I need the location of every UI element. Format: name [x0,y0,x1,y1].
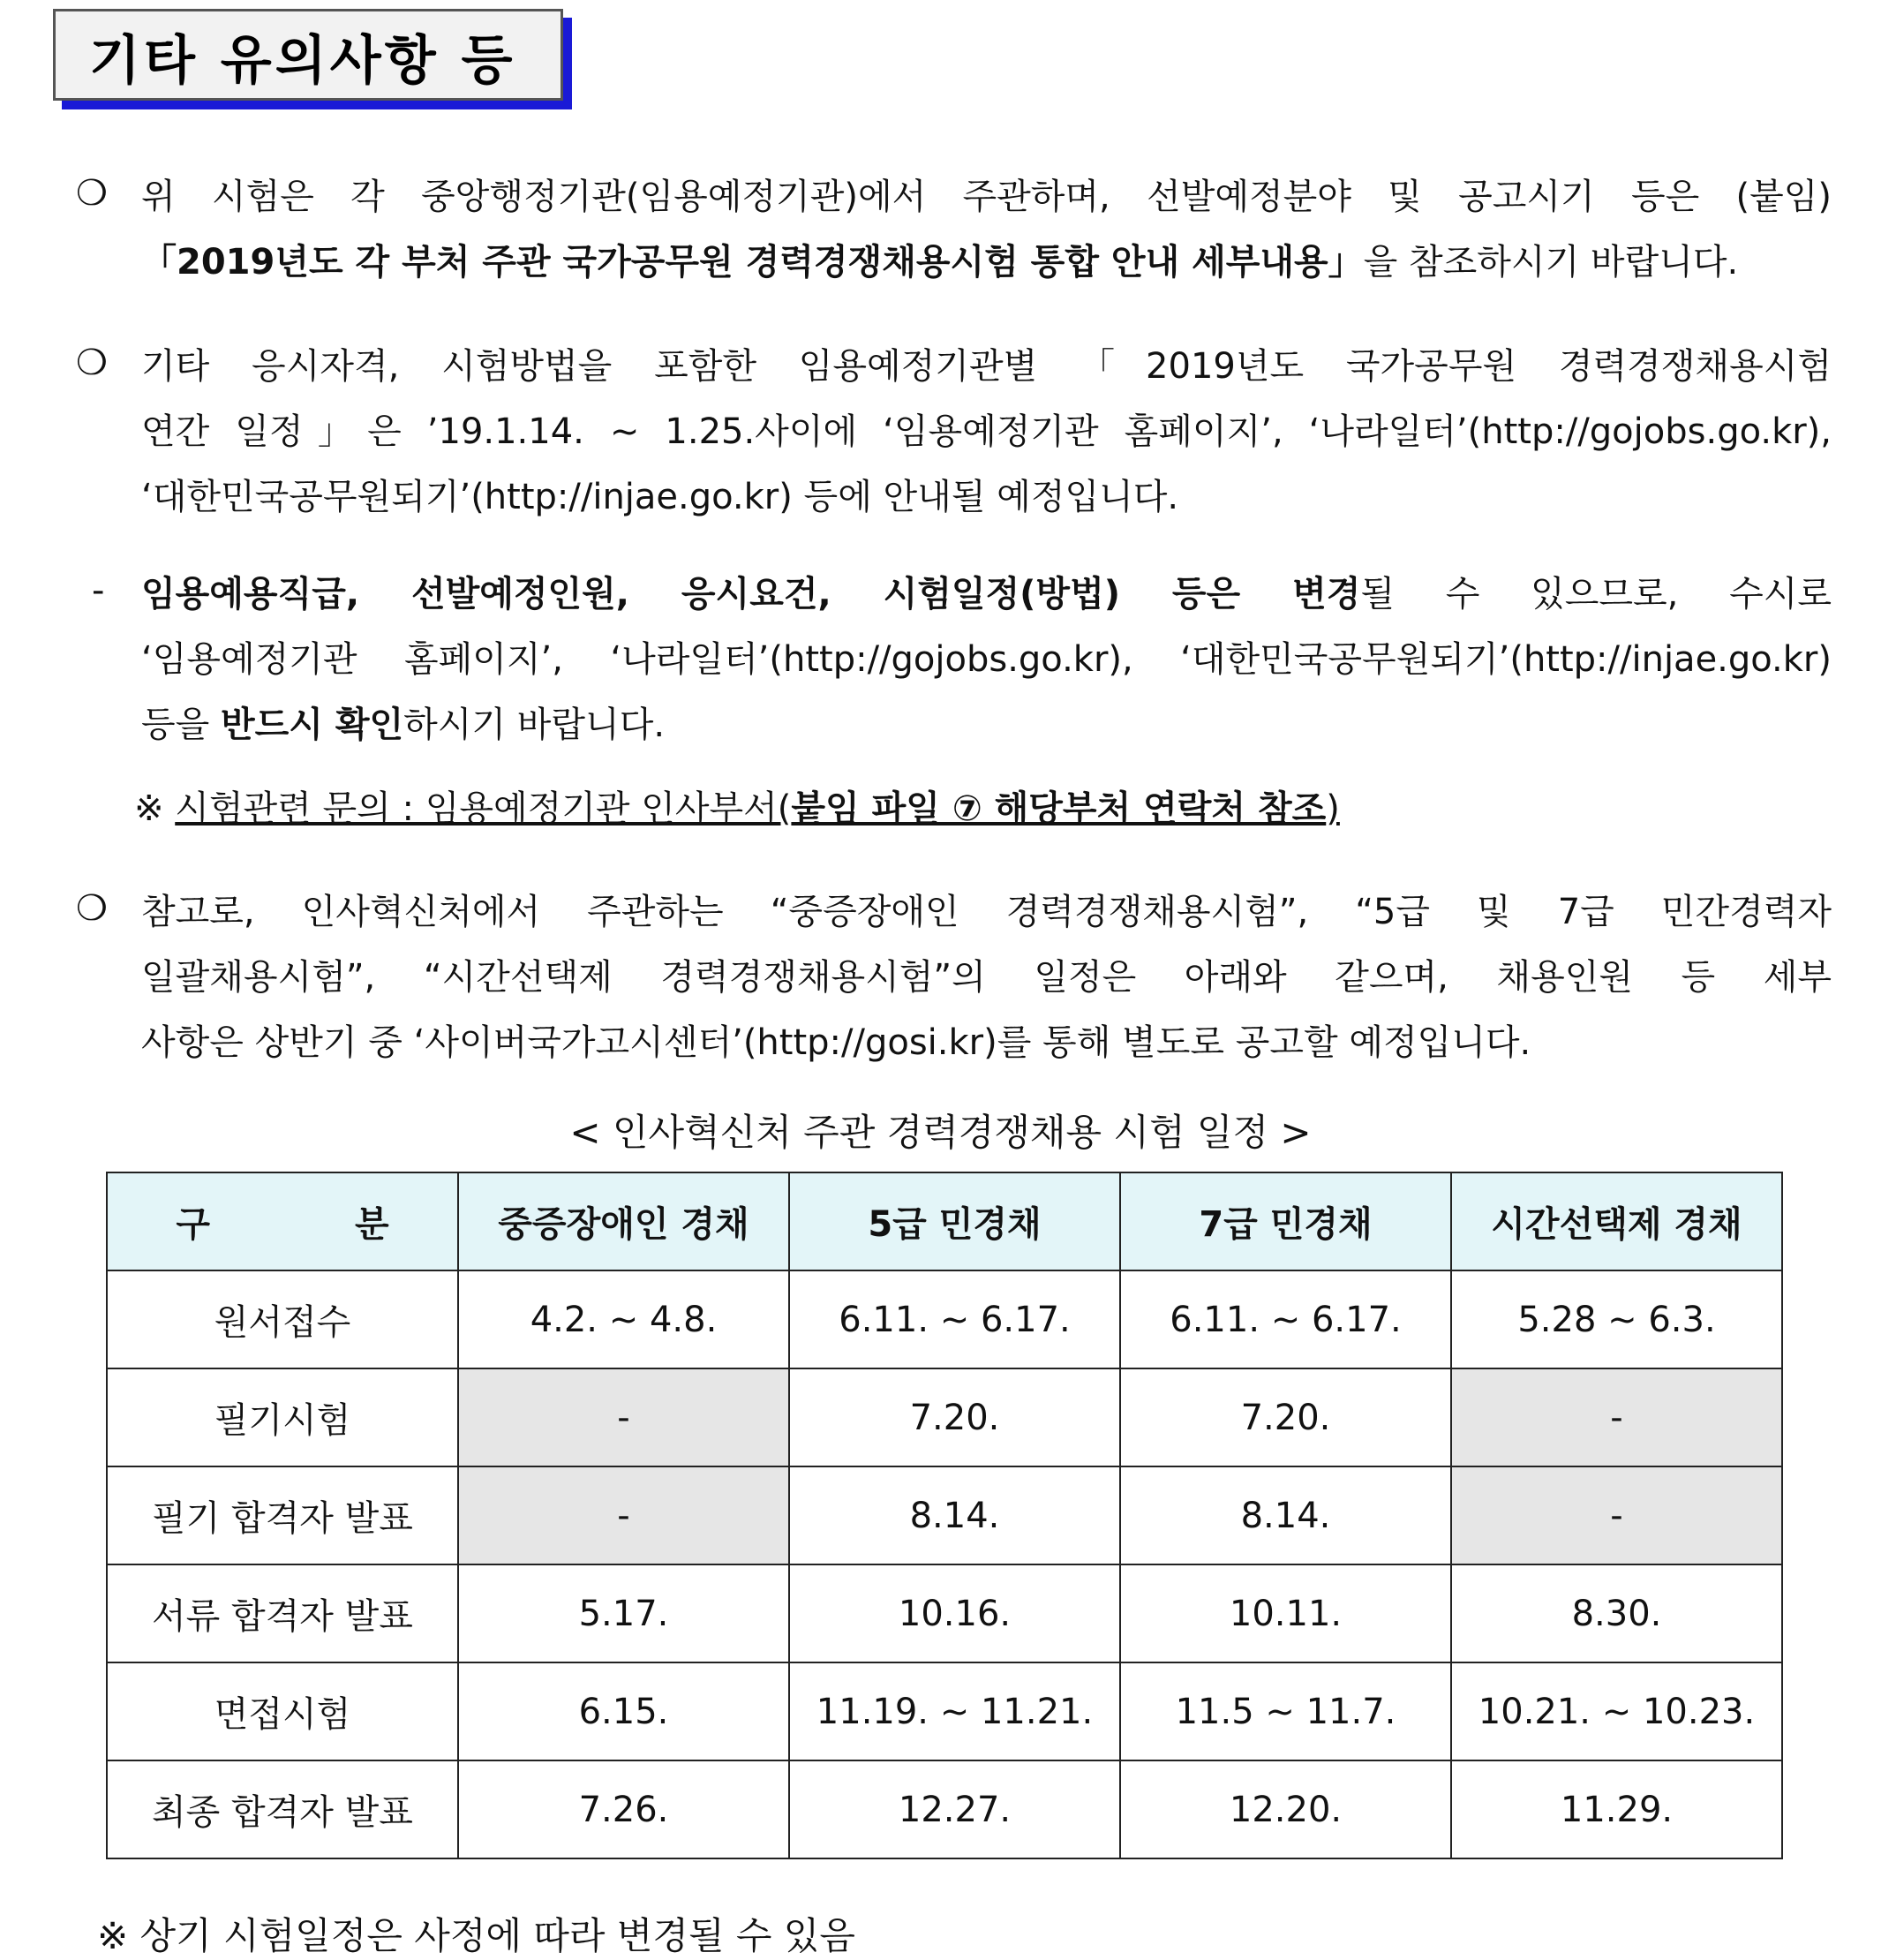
header-parttime: 시간선택제 경채 [1451,1172,1782,1270]
paragraph-1-line-2 [141,230,1832,295]
row-label: 필기 합격자 발표 [107,1466,458,1564]
table-cell: 12.27. [789,1760,1120,1858]
table-cell: 10.21. ~ 10.23. [1451,1662,1782,1760]
paragraph-2-line-3: ‘대한민국공무원되기’(http://injae.go.kr) 등에 안내될 예정입니다. [141,477,1179,517]
schedule-footnote: ※ 상기 시험일정은 사정에 따라 변경될 수 있음 [97,1914,855,1957]
table-cell: 7.20. [1120,1368,1451,1466]
table-cell: 11.29. [1451,1760,1782,1858]
table-cell: 6.11. ~ 6.17. [1120,1270,1451,1368]
header-disabled: 중증장애인 경채 [458,1172,789,1270]
row-label: 최종 합격자 발표 [107,1760,458,1858]
table-cell: 4.2. ~ 4.8. [458,1270,789,1368]
paragraph-2-line-1: 기타 응시자격, 시험방법을 포함한 임용예정기관별 「2019년도 국가공무원 경력경쟁채용시험 [141,346,1832,387]
bullet-icon: ❍ [76,343,108,383]
paragraph-3-line-3-b: 하시기 바랍니다. [403,705,666,745]
table-row [107,1368,1782,1466]
table-cell: 7.20. [789,1368,1120,1466]
table-cell: 6.11. ~ 6.17. [789,1270,1120,1368]
paragraph-3-line-2: ‘임용예정기관 홈페이지’, ‘나라일터’(http://gojobs.go.kr), ‘대한민국공무원되기’(http://injae.go.kr) [141,639,1832,680]
table-cell: 12.20. [1120,1760,1451,1858]
table-cell: 8.14. [1120,1466,1451,1564]
section-title-box [53,9,563,101]
table-caption: < 인사혁신처 주관 경력경쟁채용 시험 일정 > [569,1111,1312,1154]
inquiry-note-bold: 붙임 파일 ⑦ 해당부처 연락처 참조 [791,788,1327,829]
table-row [107,1466,1782,1564]
table-cell: 7.26. [458,1760,789,1858]
table-cell: - [1451,1466,1782,1564]
table-cell: 5.17. [458,1564,789,1662]
table-cell: 10.11. [1120,1564,1451,1662]
table-cell: 11.19. ~ 11.21. [789,1662,1120,1760]
paragraph-1-line-1: 위 시험은 각 중앙행정기관(임용예정기관)에서 주관하며, 선발예정분야 및 공고시기 등은 (붙임) [141,177,1832,217]
paragraph-3-line-3 [141,692,1832,758]
row-label: 서류 합격자 발표 [107,1564,458,1662]
table-header-row [107,1172,1782,1270]
inquiry-note-text [175,788,1340,829]
paragraph-4-line-3: 사항은 상반기 중 ‘사이버국가고시센터’(http://gosi.kr)를 통해 별도로 공고할 예정입니다. [141,1022,1531,1063]
guide-document-title: 「2019년도 각 부처 주관 국가공무원 경력경쟁채용시험 통합 안내 세부내용」 [141,242,1364,283]
table-cell: 11.5 ~ 11.7. [1120,1662,1451,1760]
table-cell: 8.30. [1451,1564,1782,1662]
table-cell: - [458,1368,789,1466]
table-row [107,1270,1782,1368]
table-cell: 10.16. [789,1564,1120,1662]
paragraph-3-line-1 [141,562,1832,627]
table-row [107,1564,1782,1662]
paragraph-3-line-1-rest: 될 수 있으므로, 수시로 [1360,574,1832,614]
must-check: 반드시 확인 [221,705,404,745]
dash-marker: - [92,570,105,611]
table-cell: - [458,1466,789,1564]
header-grade5: 5급 민경채 [789,1172,1120,1270]
row-label: 필기시험 [107,1368,458,1466]
paragraph-1-line-2-rest: 을 참조하시기 바랍니다. [1363,242,1739,283]
table-cell: 6.15. [458,1662,789,1760]
bullet-icon: ❍ [76,888,108,929]
paragraph-4-line-1: 참고로, 인사혁신처에서 주관하는 “중증장애인 경력경쟁채용시험”, “5급 및 7급 민간경력자 [141,892,1832,932]
header-category [107,1172,458,1270]
paragraph-3-line-3-a: 등을 [141,705,221,745]
bullet-icon: ❍ [76,173,108,214]
table-row [107,1662,1782,1760]
table-cell: 8.14. [789,1466,1120,1564]
table-cell: 5.28 ~ 6.3. [1451,1270,1782,1368]
paragraph-2-line-2: 연간 일정」은 ’19.1.14. ~ 1.25.사이에 ‘임용예정기관 홈페이지’, ‘나라일터’(http://gojobs.go.kr), [141,411,1832,452]
paragraph-4-line-2: 일괄채용시험”, “시간선택제 경력경쟁채용시험”의 일정은 아래와 같으며, 채용인원 등 세부 [141,957,1832,998]
header-category-label: 구 분 [176,1204,389,1245]
row-label: 면접시험 [107,1662,458,1760]
table-cell: - [1451,1368,1782,1466]
row-label: 원서접수 [107,1270,458,1368]
exam-schedule-table [106,1172,1783,1859]
inquiry-note [134,780,1340,831]
inquiry-note-b: ) [1326,788,1340,829]
change-warning: 임용예용직급, 선발예정인원, 응시요건, 시험일정(방법) 등은 변경 [141,574,1361,614]
table-row [107,1760,1782,1858]
inquiry-note-a: 시험관련 문의 : 임용예정기관 인사부서( [175,788,792,829]
section-title: 기타 유의사항 등 [89,30,516,92]
note-mark: ※ [134,788,164,829]
header-grade7: 7급 민경채 [1120,1172,1451,1270]
